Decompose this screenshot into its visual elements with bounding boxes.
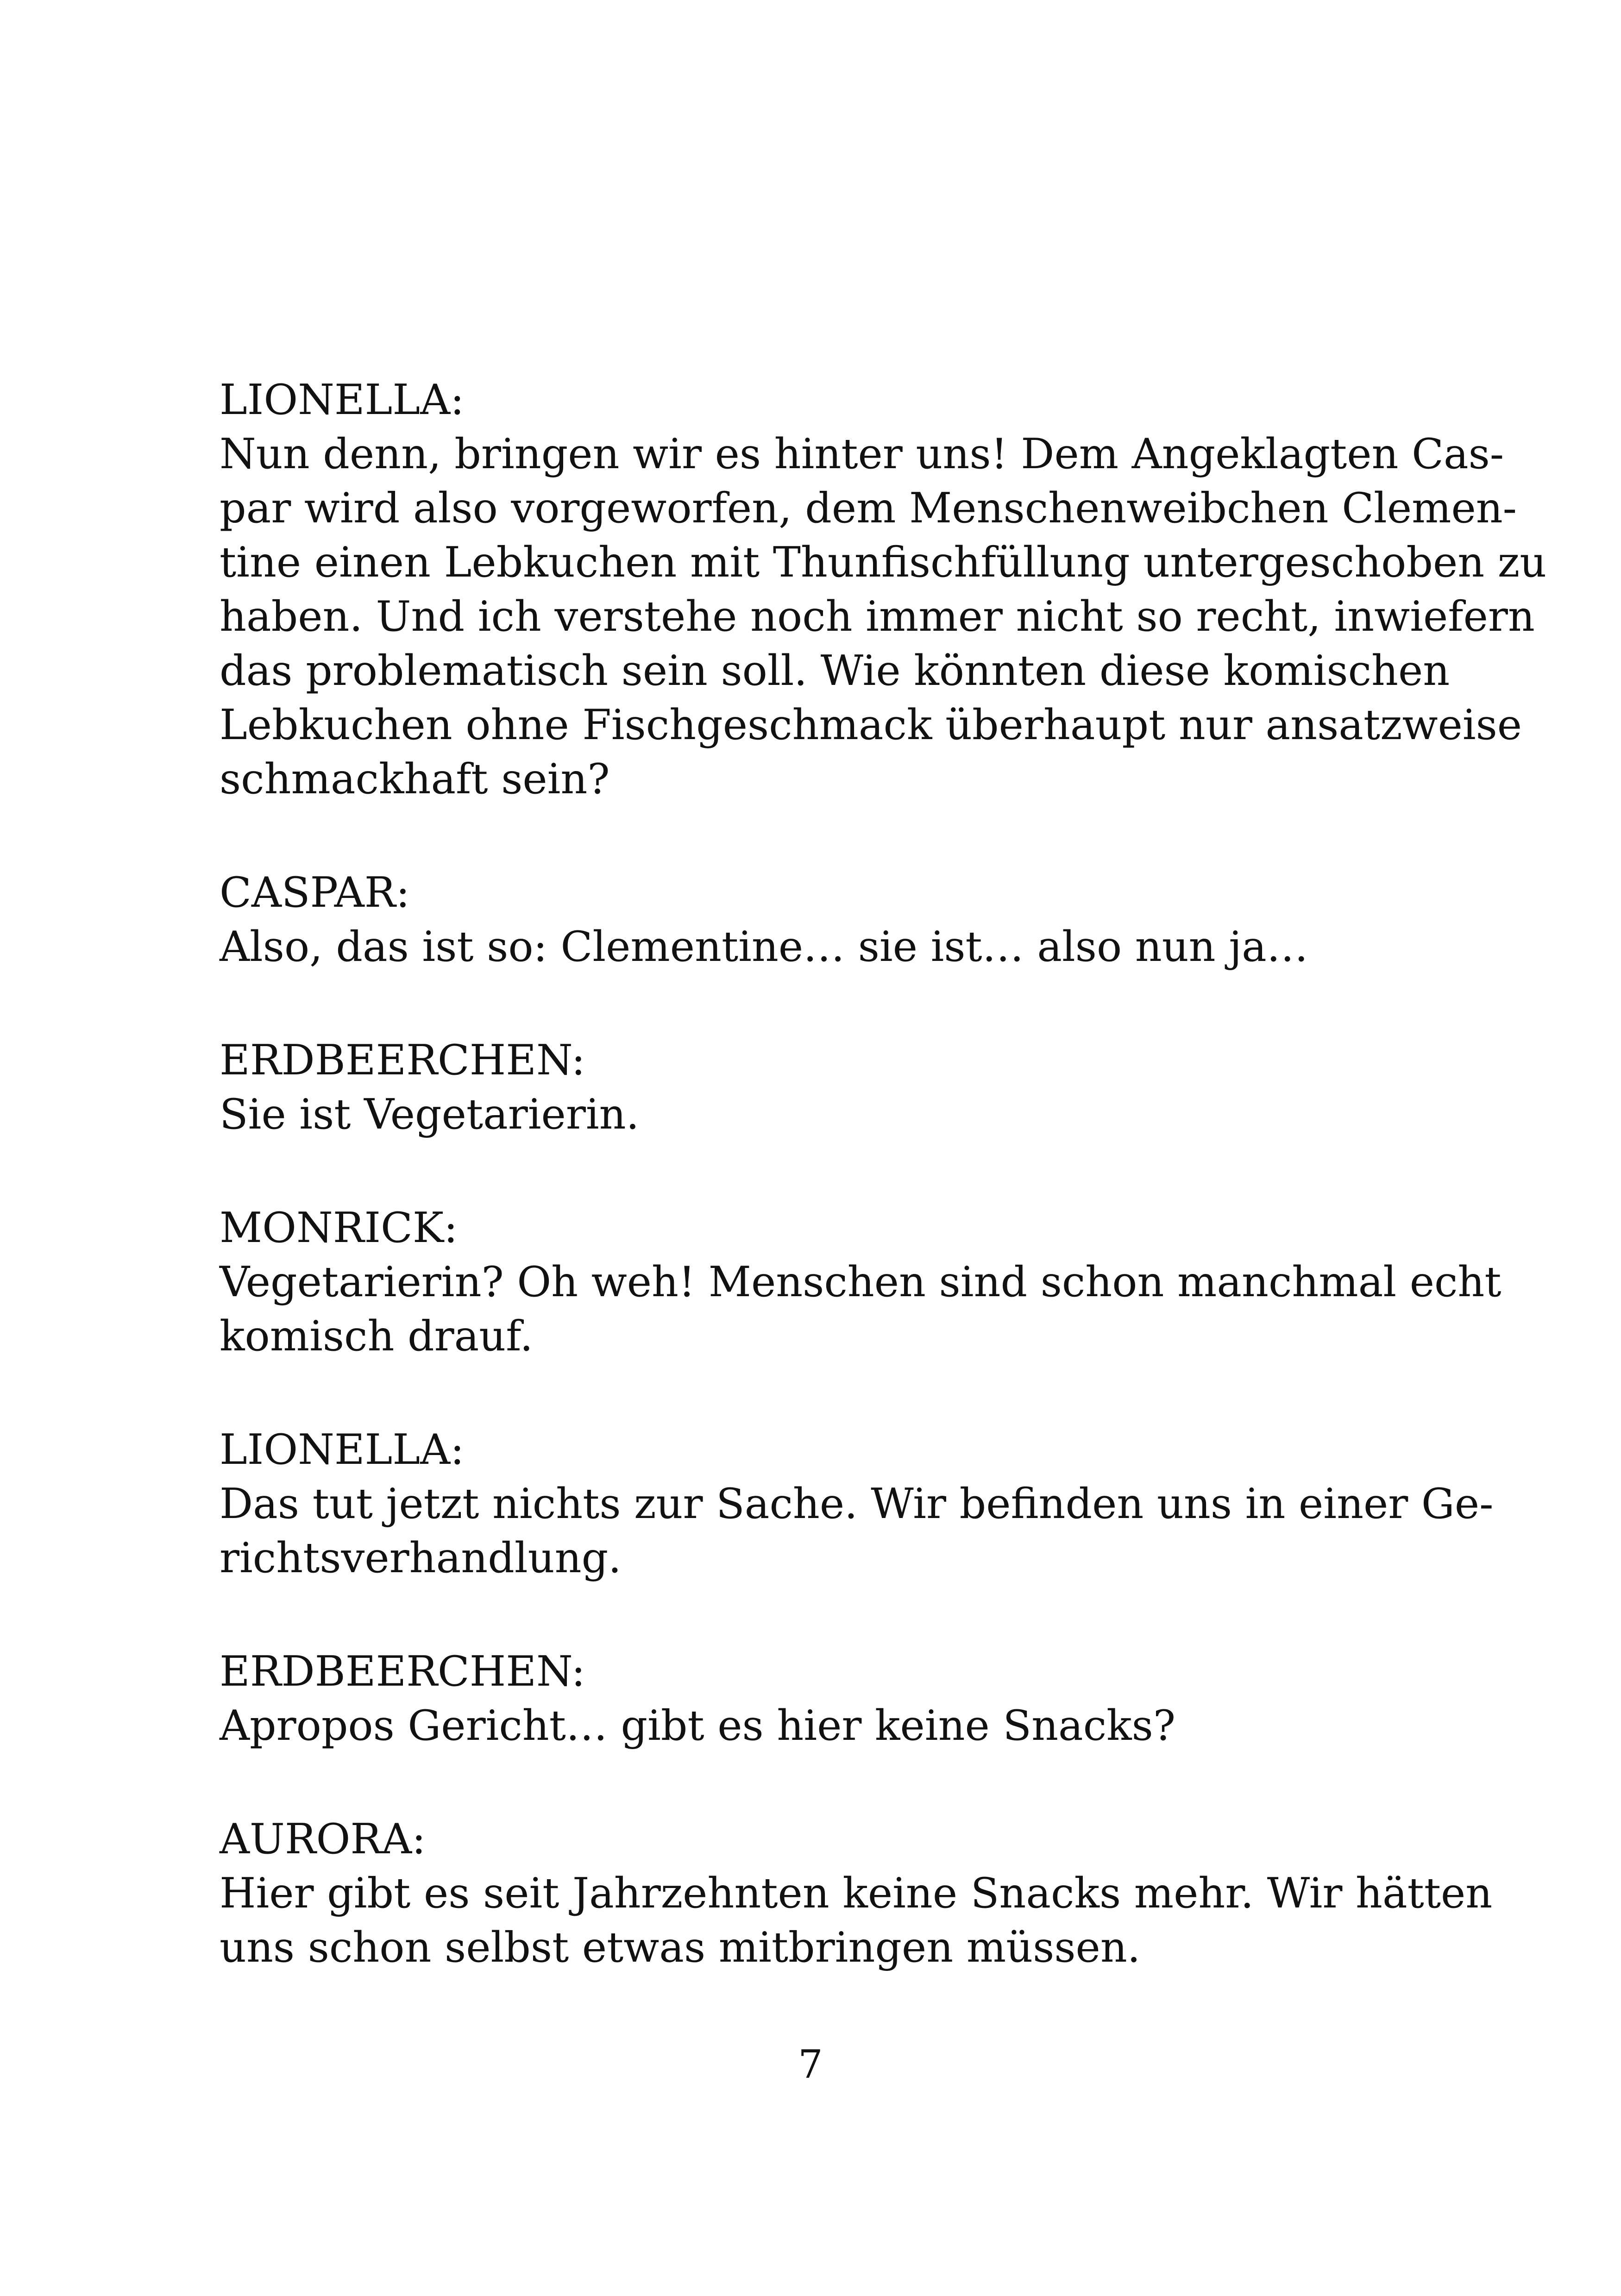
- dialogue-line: das problematisch sein soll. Wie könnten diese komischen: [220, 646, 1450, 695]
- page-number: 7: [798, 2042, 823, 2087]
- dialogue-block: [220, 1812, 1493, 1975]
- dialogue-line: Sie ist Vegetarierin.: [220, 1090, 640, 1139]
- dialogue-line: haben. Und ich verstehe noch immer nicht so recht, inwiefern: [220, 592, 1535, 641]
- dialogue-line: schmackhaft sein?: [220, 755, 610, 803]
- dialogue-block: [220, 1201, 1502, 1363]
- speaker-name: ERDBEERCHEN:: [220, 1647, 585, 1696]
- dialogue-line: Also, das ist so: Clementine… sie ist… also nun ja…: [220, 922, 1308, 971]
- speaker-name: AURORA:: [220, 1815, 426, 1863]
- dialogue-line: Vegetarierin? Oh weh! Menschen sind schon manchmal echt: [220, 1258, 1502, 1306]
- dialogue-script: [220, 373, 1547, 2034]
- speaker-name: LIONELLA:: [220, 376, 465, 424]
- dialogue-block: [220, 1644, 1405, 1753]
- dialogue-block: [220, 866, 1405, 974]
- dialogue-line: richtsverhandlung.: [220, 1534, 622, 1582]
- dialogue-block: [220, 373, 1547, 806]
- speaker-name: LIONELLA:: [220, 1425, 465, 1474]
- dialogue-line: Das tut jetzt nichts zur Sache. Wir befinden uns in einer Ge-: [220, 1480, 1494, 1528]
- dialogue-line: Apropos Gericht… gibt es hier keine Snacks?: [220, 1701, 1176, 1750]
- dialogue-line: par wird also vorgeworfen, dem Menschenweibchen Clemen-: [220, 484, 1517, 533]
- speaker-name: CASPAR:: [220, 868, 410, 917]
- speaker-name: MONRICK:: [220, 1204, 458, 1252]
- dialogue-line: Lebkuchen ohne Fischgeschmack überhaupt nur ansatzweise: [220, 701, 1522, 749]
- dialogue-line: Nun denn, bringen wir es hinter uns! Dem Angeklagten Cas-: [220, 430, 1504, 478]
- speaker-name: ERDBEERCHEN:: [220, 1036, 585, 1085]
- dialogue-line: Hier gibt es seit Jahrzehnten keine Snacks mehr. Wir hätten: [220, 1869, 1493, 1918]
- dialogue-line: komisch drauf.: [220, 1312, 533, 1361]
- dialogue-block: [220, 1423, 1494, 1585]
- dialogue-block: [220, 1033, 1405, 1142]
- dialogue-line: uns schon selbst etwas mitbringen müssen.: [220, 1923, 1141, 1972]
- dialogue-line: tine einen Lebkuchen mit Thunfischfüllung untergeschoben zu: [220, 538, 1547, 587]
